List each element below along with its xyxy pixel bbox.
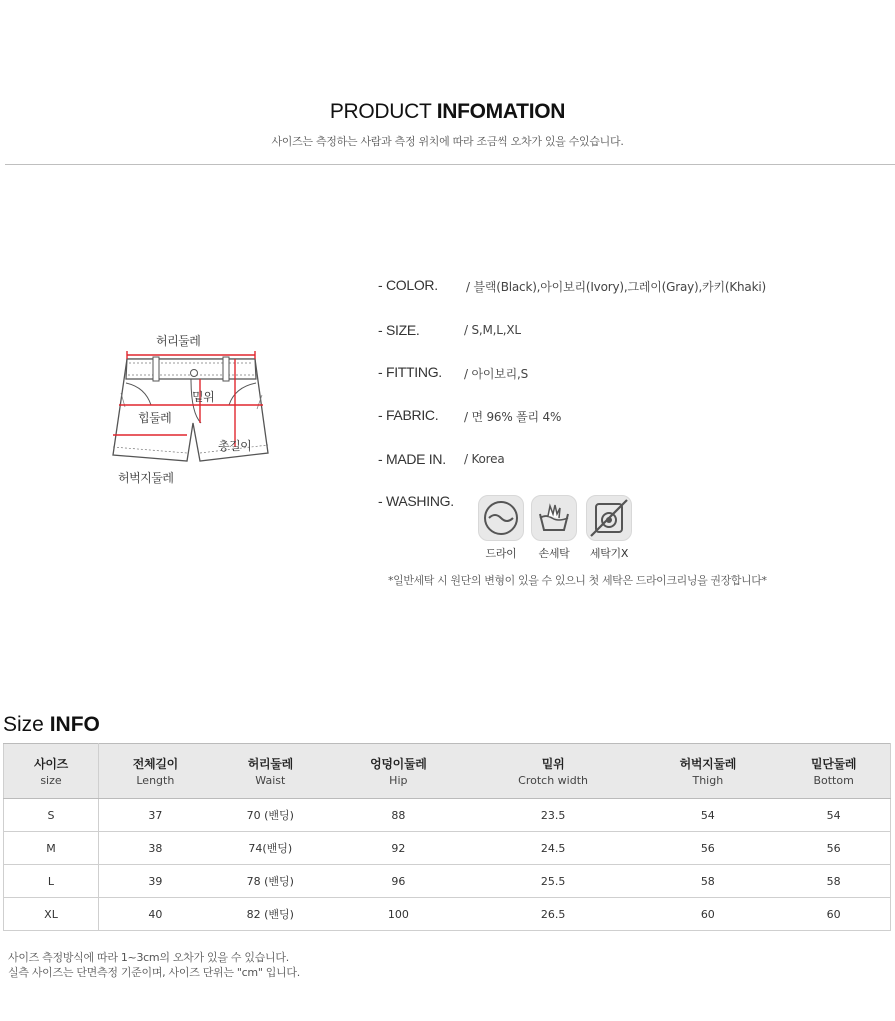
shorts-diagram-illustration xyxy=(105,335,280,485)
table-cell: XL xyxy=(4,898,99,931)
table-cell: 96 xyxy=(329,865,468,898)
header-ko: 밑단둘레 xyxy=(811,757,857,771)
header-divider xyxy=(5,164,895,165)
diagram-label-hip: 힙둘레 xyxy=(138,411,172,425)
table-row xyxy=(4,832,891,865)
header-ko: 허리둘레 xyxy=(247,757,293,771)
table-cell: 82 (밴딩) xyxy=(212,898,329,931)
spec-value: / 면 96% 폴리 4% xyxy=(464,410,562,424)
note-line-2: 실측 사이즈는 단면측정 기준이며, 사이즈 단위는 "cm" 입니다. xyxy=(8,966,300,979)
table-cell: 74(밴딩) xyxy=(212,832,329,865)
table-cell: 88 xyxy=(329,799,468,832)
table-cell: 37 xyxy=(99,799,212,832)
table-cell: 26.5 xyxy=(468,898,639,931)
hand-wash-icon xyxy=(531,495,577,541)
table-cell: 100 xyxy=(329,898,468,931)
table-cell: 25.5 xyxy=(468,865,639,898)
washing-note: *일반세탁 시 원단의 변형이 있을 수 있으니 첫 세탁은 드라이크리닝을 권장합니다* xyxy=(388,574,767,587)
header-ko: 밑위 xyxy=(541,757,565,771)
table-cell: M xyxy=(4,832,99,865)
size-table-header-row xyxy=(4,744,891,799)
table-cell: 60 xyxy=(638,898,777,931)
table-cell: 39 xyxy=(99,865,212,898)
title-light: PRODUCT xyxy=(329,100,437,123)
spec-value: / 아이보리,S xyxy=(464,367,529,381)
table-cell: 23.5 xyxy=(468,799,639,832)
table-cell: 58 xyxy=(777,865,890,898)
size-notes xyxy=(8,950,300,980)
no-machine-wash-label: 세탁기X xyxy=(589,547,629,560)
table-cell: L xyxy=(4,865,99,898)
page-subtitle: 사이즈는 측정하는 사람과 측정 위치에 따라 조금씩 오차가 있을 수있습니다. xyxy=(271,135,624,148)
spec-key: - MADE IN. xyxy=(378,451,446,467)
diagram-label-rise: 밑위 xyxy=(192,390,215,404)
header-thigh xyxy=(638,744,777,799)
size-title-bold: INFO xyxy=(49,713,100,736)
table-row xyxy=(4,898,891,931)
page-title xyxy=(0,100,895,124)
size-table xyxy=(3,743,891,931)
size-info-title xyxy=(3,713,100,737)
header-en: Waist xyxy=(255,774,286,787)
header-en: Hip xyxy=(389,774,408,787)
header-ko: 엉덩이둘레 xyxy=(370,757,427,771)
table-cell: 38 xyxy=(99,832,212,865)
table-cell: 56 xyxy=(777,832,890,865)
diagram-label-thigh: 허벅지둘레 xyxy=(118,471,174,485)
table-cell: S xyxy=(4,799,99,832)
header-ko: 전체길이 xyxy=(132,757,178,771)
table-cell: 54 xyxy=(777,799,890,832)
dry-clean-icon xyxy=(478,495,524,541)
table-cell: 58 xyxy=(638,865,777,898)
spec-value: / Korea xyxy=(464,452,505,466)
header-en: size xyxy=(40,774,62,787)
header-en: Length xyxy=(136,774,175,787)
table-cell: 40 xyxy=(99,898,212,931)
size-title-light: Size xyxy=(3,713,50,736)
spec-value: / S,M,L,XL xyxy=(464,323,521,337)
no-machine-wash-icon xyxy=(586,495,632,541)
hand-wash-label: 손세탁 xyxy=(538,547,570,560)
header-ko: 사이즈 xyxy=(34,757,68,771)
table-cell: 24.5 xyxy=(468,832,639,865)
table-cell: 92 xyxy=(329,832,468,865)
table-cell: 78 (밴딩) xyxy=(212,865,329,898)
header-size xyxy=(4,744,99,799)
table-cell: 60 xyxy=(777,898,890,931)
header-en: Thigh xyxy=(692,774,724,787)
table-row xyxy=(4,799,891,832)
table-row xyxy=(4,865,891,898)
title-bold: INFOMATION xyxy=(436,100,566,123)
spec-value: / 블랙(Black),아이보리(Ivory),그레이(Gray),카키(Khaki) xyxy=(466,280,766,294)
table-cell: 70 (밴딩) xyxy=(212,799,329,832)
header-hip xyxy=(329,744,468,799)
table-cell: 56 xyxy=(638,832,777,865)
header-en: Crotch width xyxy=(518,774,588,787)
header-waist xyxy=(212,744,329,799)
header-length xyxy=(99,744,212,799)
header-crotch xyxy=(468,744,639,799)
diagram-label-waist: 허리둘레 xyxy=(156,334,201,348)
spec-key: - COLOR. xyxy=(378,277,438,293)
spec-key: - FABRIC. xyxy=(378,407,439,423)
note-line-1: 사이즈 측정방식에 따라 1~3cm의 오차가 있을 수 있습니다. xyxy=(8,951,289,964)
table-cell: 54 xyxy=(638,799,777,832)
spec-key: - FITTING. xyxy=(378,364,442,380)
header-bottom xyxy=(777,744,890,799)
header-en: Bottom xyxy=(813,774,854,787)
spec-key: - WASHING. xyxy=(378,493,454,509)
header-ko: 허벅지둘레 xyxy=(679,757,737,771)
diagram-label-length: 총길이 xyxy=(218,439,252,453)
dry-clean-label: 드라이 xyxy=(485,547,517,560)
spec-key: - SIZE. xyxy=(378,322,420,338)
